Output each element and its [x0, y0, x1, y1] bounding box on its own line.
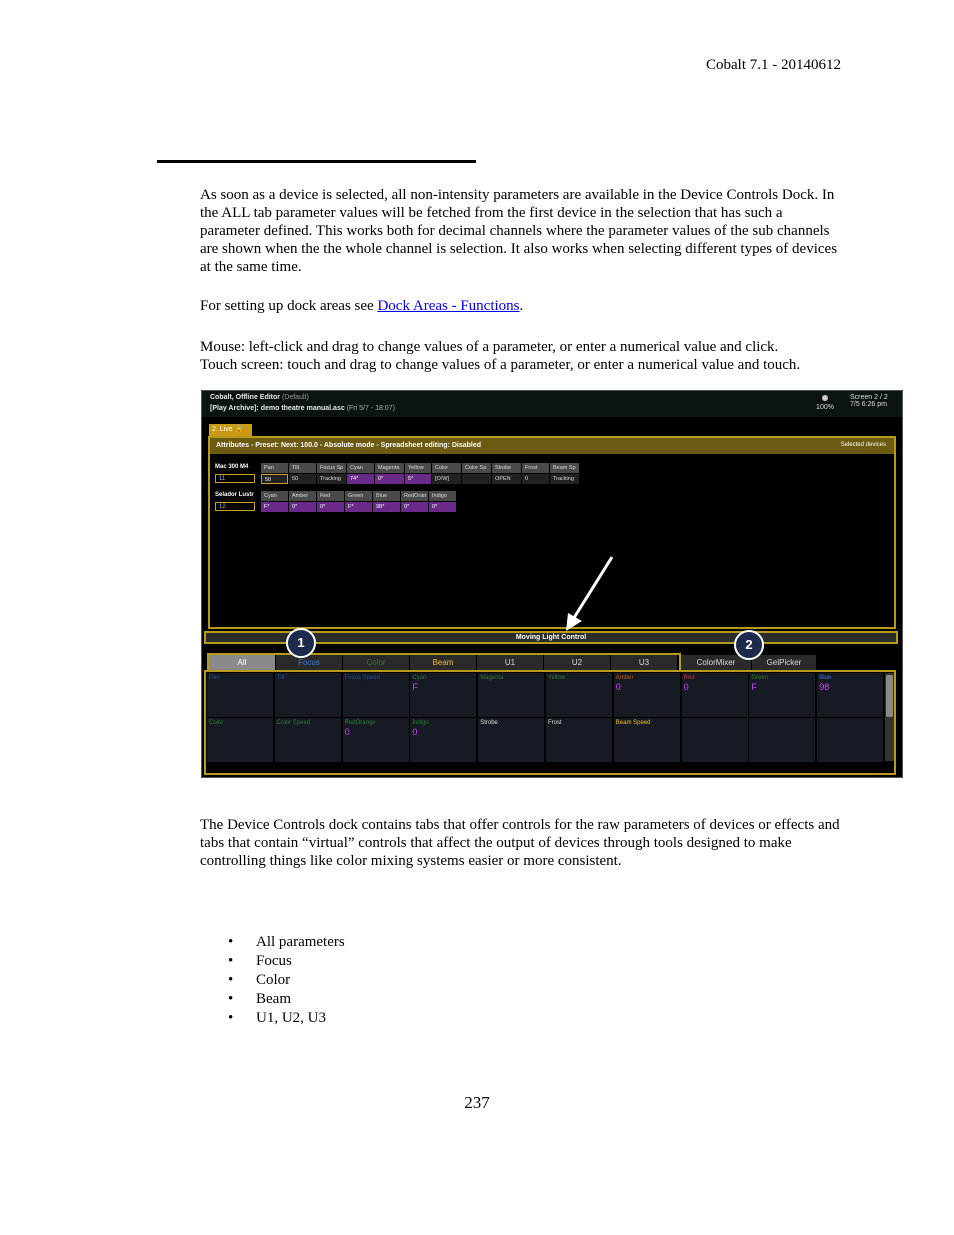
zoom-value: 100%: [816, 404, 834, 411]
param-header: Strobe: [492, 463, 521, 473]
touch-instructions: Touch screen: touch and drag to change values of a parameter, or enter a numerical value and touch.: [200, 357, 801, 373]
attributes-title: Attributes - Preset: Next: 100.0 - Absolute mode - Spreadsheet editing: Disabled: [216, 442, 482, 449]
app-title-suffix: (Default): [281, 394, 309, 401]
control-label: Color: [209, 720, 224, 726]
list-item-text: All parameters: [256, 934, 345, 950]
control-label: RedOrange: [344, 720, 376, 726]
tab-live[interactable]: [209, 424, 252, 436]
tab-u2[interactable]: U2: [544, 655, 610, 670]
param-header: Yellow: [405, 463, 431, 473]
dock-areas-suffix: .: [519, 298, 524, 314]
tab-colormixer[interactable]: ColorMixer: [681, 655, 751, 670]
control-cyan[interactable]: [410, 673, 476, 717]
section-rule: [157, 160, 476, 163]
param-header: Color: [432, 463, 461, 473]
control-yellow[interactable]: [546, 673, 612, 717]
selected-devices-label: Selected devices: [840, 442, 886, 448]
param-value[interactable]: 50: [261, 474, 288, 484]
param-value[interactable]: F*: [261, 502, 288, 512]
control-label: Strobe: [480, 720, 498, 726]
bullet-icon: •: [228, 953, 234, 969]
param-value[interactable]: F*: [345, 502, 372, 512]
control-value: F: [412, 682, 418, 692]
param-header: RedOran: [401, 491, 428, 501]
param-value[interactable]: 74*: [347, 474, 374, 484]
attributes-bar: [210, 438, 894, 454]
bullet-icon: •: [228, 934, 234, 950]
device-name-1: Mac 300 M4: [215, 464, 249, 470]
param-header: Magenta: [375, 463, 404, 473]
control-label: Frost: [548, 720, 562, 726]
live-tab-label: 2. Live: [212, 426, 233, 433]
param-value[interactable]: Tracking: [317, 474, 346, 484]
param-value[interactable]: 50: [289, 474, 316, 484]
tab-u1[interactable]: U1: [477, 655, 543, 670]
control-redorange[interactable]: [343, 718, 409, 762]
archive-title: [Play Archive]: demo theatre manual.asc: [210, 405, 345, 412]
param-value[interactable]: [O/W]: [432, 474, 461, 484]
control-amber[interactable]: [614, 673, 680, 717]
param-value[interactable]: Tracking: [550, 474, 579, 484]
tab-gelpicker[interactable]: GelPicker: [752, 655, 816, 670]
dock-areas-prefix: For setting up dock areas see: [200, 298, 378, 314]
control-magenta[interactable]: [478, 673, 544, 717]
param-header: Red: [317, 491, 344, 501]
controls-scroll-thumb[interactable]: [886, 675, 893, 717]
control-label: Green: [751, 675, 769, 681]
tab-u3[interactable]: U3: [611, 655, 677, 670]
control-label: Blue: [819, 675, 832, 681]
control-empty[interactable]: [749, 718, 815, 762]
control-strobe[interactable]: [478, 718, 544, 762]
control-empty[interactable]: [817, 718, 883, 762]
list-item: [228, 933, 345, 952]
param-header: Blue: [373, 491, 400, 501]
param-header: Cyan: [261, 491, 288, 501]
bullet-icon: •: [228, 1010, 234, 1026]
param-header: Frost: [522, 463, 549, 473]
control-label: Magenta: [480, 675, 504, 681]
param-value[interactable]: [462, 474, 491, 484]
screen-indicator: Screen 2 / 2: [850, 394, 888, 401]
param-header: Color Sp: [462, 463, 491, 473]
paragraph-intro: As soon as a device is selected, all non-intensity parameters are available in the Device Controls Dock. In the ALL tab parameter values will be fetched from the first device in the selection that has such a parameter defined. This works both for decimal channels where the parameter values of the sub channels are shown when the the whole channel is selection. It also works when selecting different types of devices at the same time.: [200, 187, 838, 275]
param-header: Beam Sp: [550, 463, 579, 473]
param-value[interactable]: 0*: [429, 502, 456, 512]
control-value: 0: [683, 682, 689, 692]
control-red[interactable]: [682, 673, 748, 717]
control-value: 0: [412, 727, 418, 737]
callout-badge-1: 1: [286, 628, 316, 658]
param-value[interactable]: 98*: [373, 502, 400, 512]
lock-icon: 🔒: [234, 426, 244, 433]
app-titlebar: [202, 391, 902, 417]
callout-badge-2: 2: [734, 630, 764, 660]
control-focus-speed[interactable]: [343, 673, 409, 717]
mouse-instructions: Mouse: left-click and drag to change values of a parameter, or enter a numerical value and click.: [200, 339, 779, 355]
tab-focus[interactable]: Focus: [276, 655, 342, 670]
bullet-icon: •: [228, 991, 234, 1007]
control-green[interactable]: [749, 673, 815, 717]
control-indigo[interactable]: [410, 718, 476, 762]
control-beam-speed[interactable]: [614, 718, 680, 762]
network-icon: [820, 394, 830, 402]
control-label: Pan: [209, 675, 220, 681]
param-header: Cyan: [347, 463, 374, 473]
list-item-text: Focus: [256, 953, 292, 969]
control-value: 98: [819, 682, 830, 692]
control-pan[interactable]: [207, 673, 273, 717]
control-label: Red: [683, 675, 695, 681]
list-item: [228, 1009, 345, 1028]
control-label: Beam Speed: [615, 720, 651, 726]
list-item: [228, 971, 345, 990]
device-controls-screenshot: [201, 390, 903, 778]
param-header: Pan: [261, 463, 288, 473]
control-value: 0: [615, 682, 621, 692]
tab-bullet-list: [228, 933, 345, 1028]
control-label: Focus Speed: [344, 675, 380, 681]
paragraph-dock-tabs: The Device Controls dock contains tabs that offer controls for the raw parameters of devices or effects and tabs that contain “virtual” controls that affect the output of devices through tools designed to make controlling things like color mixing systems easier or more consistent.: [200, 817, 840, 869]
control-label: Color Speed: [276, 720, 311, 726]
param-header: Green: [345, 491, 372, 501]
control-label: Yellow: [548, 675, 566, 681]
control-value: F: [751, 682, 757, 692]
list-item-text: U1, U2, U3: [256, 1010, 326, 1026]
control-label: Cyan: [412, 675, 427, 681]
list-item-text: Color: [256, 972, 291, 988]
tab-all[interactable]: All: [209, 655, 275, 670]
param-header: Focus Sp: [317, 463, 346, 473]
control-color[interactable]: [207, 718, 273, 762]
paragraph-mouse-touch: [200, 338, 845, 374]
control-value: 0: [344, 727, 350, 737]
tab-color[interactable]: Color: [343, 655, 409, 670]
param-header: Tilt: [289, 463, 316, 473]
control-label: Tilt: [276, 675, 285, 681]
document-header-version: Cobalt 7.1 - 20140612: [706, 57, 841, 73]
zoom-indicator: [814, 394, 836, 411]
param-value[interactable]: OPEN: [492, 474, 521, 484]
param-value[interactable]: 0: [522, 474, 549, 484]
control-label: Indigo: [412, 720, 429, 726]
param-value[interactable]: 0*: [375, 474, 404, 484]
param-value[interactable]: 0*: [317, 502, 344, 512]
param-value[interactable]: 0*: [289, 502, 316, 512]
dock-areas-link[interactable]: Dock Areas - Functions: [377, 298, 520, 314]
pointer-arrow-icon: [562, 553, 622, 633]
device-number-1[interactable]: 11: [215, 474, 255, 483]
bullet-icon: •: [228, 972, 234, 988]
control-empty[interactable]: [682, 718, 748, 762]
paragraph-dock-areas: [200, 297, 845, 315]
param-header: Amber: [289, 491, 316, 501]
page-number: 237: [464, 1093, 490, 1112]
control-label: Amber: [615, 675, 634, 681]
moving-light-control-title: Moving Light Control: [515, 634, 587, 641]
param-value[interactable]: 5*: [405, 474, 431, 484]
datetime: 7/5 6:26 pm: [850, 401, 887, 408]
tab-beam[interactable]: Beam: [410, 655, 476, 670]
archive-date: (Fri 5/7 - 18:07): [346, 405, 395, 412]
device-name-2: Selador Lustr: [215, 492, 254, 498]
control-frost[interactable]: [546, 718, 612, 762]
control-color-speed[interactable]: [275, 718, 341, 762]
app-title: Cobalt, Offline Editor: [210, 394, 280, 401]
param-value[interactable]: 0*: [401, 502, 428, 512]
param-header: Indigo: [429, 491, 456, 501]
control-blue[interactable]: [817, 673, 883, 717]
list-item: [228, 990, 345, 1009]
list-item-text: Beam: [256, 991, 291, 1007]
control-tilt[interactable]: [275, 673, 341, 717]
list-item: [228, 952, 345, 971]
device-number-2[interactable]: 12: [215, 502, 255, 511]
